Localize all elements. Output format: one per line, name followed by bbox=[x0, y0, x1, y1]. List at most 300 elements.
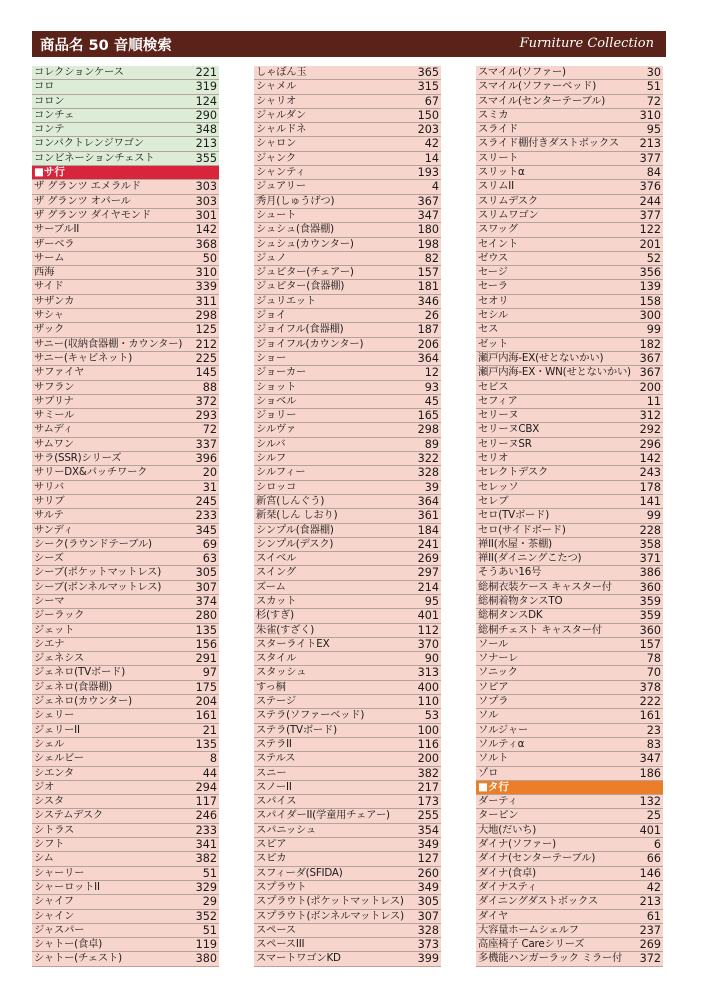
section-heading-label: ■タ行 bbox=[478, 780, 509, 793]
page-number: 97 bbox=[202, 666, 217, 680]
product-name: スライド bbox=[478, 123, 519, 136]
page-number: 88 bbox=[202, 380, 217, 394]
page-number: 180 bbox=[417, 223, 439, 237]
product-name: スピア bbox=[256, 838, 287, 851]
index-row bbox=[32, 781, 219, 795]
product-name: ソルティα bbox=[478, 737, 525, 750]
index-row bbox=[476, 867, 663, 881]
product-name: セレッソ bbox=[478, 480, 519, 493]
page-number: 349 bbox=[417, 880, 439, 894]
product-name: スタッシュ bbox=[256, 666, 307, 679]
product-name: ソナーレ bbox=[478, 652, 519, 665]
product-name: スマイル(ソファーベッド) bbox=[478, 80, 597, 93]
product-name: ジェリーII bbox=[34, 723, 80, 736]
index-row bbox=[476, 366, 663, 380]
index-row bbox=[476, 538, 663, 552]
page-number: 158 bbox=[639, 294, 661, 308]
page-number: 23 bbox=[646, 723, 661, 737]
index-row bbox=[32, 366, 219, 380]
product-name: スリート bbox=[478, 151, 519, 164]
index-row bbox=[32, 538, 219, 552]
page-number: 290 bbox=[195, 108, 217, 122]
page-number: 356 bbox=[639, 266, 661, 280]
product-name: サムディ bbox=[34, 423, 73, 436]
page-number: 371 bbox=[639, 552, 661, 566]
index-row bbox=[254, 495, 441, 509]
page-number: 310 bbox=[195, 266, 217, 280]
page-number: 4 bbox=[431, 180, 439, 194]
product-name: 総桐チェスト キャスター付 bbox=[478, 623, 602, 636]
index-row bbox=[32, 867, 219, 881]
product-name: ジャンク bbox=[256, 151, 296, 164]
product-name: シャイン bbox=[34, 909, 75, 922]
index-row bbox=[254, 509, 441, 523]
product-name: 新栞(しん しおり) bbox=[256, 509, 338, 522]
product-name: シエナ bbox=[34, 637, 65, 650]
index-row bbox=[254, 938, 441, 952]
product-name: セロ(サイドボード) bbox=[478, 523, 566, 536]
page-number: 346 bbox=[417, 294, 439, 308]
page-number: 26 bbox=[424, 309, 439, 323]
product-name: ジャスパー bbox=[34, 923, 85, 936]
product-name: セーラ bbox=[478, 280, 508, 293]
index-row bbox=[254, 123, 441, 137]
product-name: セリオ bbox=[478, 452, 509, 465]
product-name: スイング bbox=[256, 566, 296, 579]
index-row bbox=[254, 280, 441, 294]
index-row bbox=[32, 838, 219, 852]
index-row bbox=[476, 438, 663, 452]
product-name: セージ bbox=[478, 266, 508, 279]
product-name: ジョイ bbox=[256, 309, 287, 322]
product-name: シルヴァ bbox=[256, 423, 297, 436]
product-name: ダイナ(ソファー) bbox=[478, 838, 556, 851]
product-name: シンプル(デスク) bbox=[256, 537, 334, 550]
product-name: シャトー(チェスト) bbox=[34, 952, 122, 965]
product-name: 杉(すぎ) bbox=[256, 609, 294, 622]
product-name: 瀬戸内海-EX・WN(せとないかい) bbox=[478, 366, 631, 379]
index-row bbox=[32, 395, 219, 409]
index-column-2 bbox=[254, 66, 441, 967]
index-row bbox=[254, 366, 441, 380]
product-name: シーマ bbox=[34, 594, 65, 607]
index-row bbox=[32, 280, 219, 294]
page-number: 297 bbox=[417, 566, 439, 580]
product-name: すっ桐 bbox=[256, 680, 286, 693]
index-row bbox=[254, 666, 441, 680]
page-number: 124 bbox=[195, 94, 217, 108]
product-name: セイント bbox=[478, 237, 519, 250]
product-name: ソプラ bbox=[478, 695, 509, 708]
index-row bbox=[254, 223, 441, 237]
page-number: 319 bbox=[195, 80, 217, 94]
product-name: ジュノ bbox=[256, 251, 287, 264]
index-row bbox=[254, 252, 441, 266]
page-number: 222 bbox=[639, 695, 661, 709]
index-row bbox=[476, 552, 663, 566]
page-number: 110 bbox=[417, 695, 439, 709]
page-number: 83 bbox=[646, 737, 661, 751]
page-number: 51 bbox=[202, 866, 217, 880]
index-row bbox=[32, 695, 219, 709]
index-row bbox=[254, 681, 441, 695]
page-number: 30 bbox=[646, 66, 661, 79]
index-row bbox=[476, 795, 663, 809]
index-row bbox=[476, 466, 663, 480]
product-name: 高座椅子 Careシリーズ bbox=[478, 938, 585, 951]
page-number: 347 bbox=[417, 208, 439, 222]
page-number: 53 bbox=[424, 709, 439, 723]
index-row bbox=[476, 581, 663, 595]
page-number: 135 bbox=[195, 623, 217, 637]
product-name: シャリオ bbox=[256, 94, 297, 107]
index-column-3 bbox=[476, 66, 663, 967]
page-number: 89 bbox=[424, 437, 439, 451]
index-row bbox=[254, 66, 441, 80]
page-number: 296 bbox=[639, 437, 661, 451]
product-name: ダイヤ bbox=[478, 909, 509, 922]
index-row bbox=[254, 195, 441, 209]
product-name: 新宮(しんぐう) bbox=[256, 494, 325, 507]
index-row bbox=[32, 95, 219, 109]
page-number: 386 bbox=[639, 566, 661, 580]
index-row bbox=[32, 809, 219, 823]
page-number: 141 bbox=[639, 494, 661, 508]
index-row bbox=[476, 938, 663, 952]
product-name: スプラウト(ボンネルマットレス) bbox=[256, 909, 404, 922]
index-row bbox=[476, 881, 663, 895]
page-number: 313 bbox=[417, 666, 439, 680]
page-number: 11 bbox=[646, 394, 661, 408]
product-name: 西海 bbox=[34, 266, 55, 279]
index-row bbox=[32, 137, 219, 151]
product-name: ダーティ bbox=[478, 795, 518, 808]
index-row bbox=[476, 838, 663, 852]
page-number: 329 bbox=[195, 880, 217, 894]
index-row bbox=[32, 109, 219, 123]
index-row bbox=[32, 309, 219, 323]
page-number: 359 bbox=[639, 609, 661, 623]
product-name: ステルス bbox=[256, 752, 296, 765]
product-name: ステラ(TVボード) bbox=[256, 723, 337, 736]
index-row bbox=[32, 952, 219, 966]
index-row bbox=[476, 566, 663, 580]
index-row bbox=[476, 609, 663, 623]
index-row bbox=[32, 123, 219, 137]
index-row bbox=[476, 180, 663, 194]
product-name: スプラウト(ポケットマットレス) bbox=[256, 895, 404, 908]
page-number: 72 bbox=[202, 423, 217, 437]
product-name: 瀬戸内海-EX(せとないかい) bbox=[478, 351, 604, 364]
page-number: 293 bbox=[195, 409, 217, 423]
index-row bbox=[476, 910, 663, 924]
product-name: スニー bbox=[256, 766, 287, 779]
page-number: 255 bbox=[417, 809, 439, 823]
product-name: ソニック bbox=[478, 666, 518, 679]
product-name: 総桐衣装ケース キャスター付 bbox=[478, 580, 612, 593]
index-row bbox=[254, 624, 441, 638]
product-name: ショー bbox=[256, 351, 287, 364]
page-number: 382 bbox=[195, 852, 217, 866]
product-name: サブリナ bbox=[34, 394, 74, 407]
product-name: コレクションケース bbox=[34, 66, 124, 78]
product-name: シャトー(食卓) bbox=[34, 938, 103, 951]
page-number: 150 bbox=[417, 108, 439, 122]
product-name: セフィア bbox=[478, 394, 518, 407]
page-number: 119 bbox=[195, 938, 217, 952]
page-number: 99 bbox=[646, 323, 661, 337]
page-number: 184 bbox=[417, 523, 439, 537]
page-number: 368 bbox=[195, 237, 217, 251]
page-number: 52 bbox=[646, 251, 661, 265]
product-name: スペースIII bbox=[256, 938, 305, 951]
page-number: 245 bbox=[195, 494, 217, 508]
index-row bbox=[476, 137, 663, 151]
product-name: セス bbox=[478, 323, 499, 336]
index-row bbox=[254, 924, 441, 938]
index-row bbox=[476, 223, 663, 237]
index-row bbox=[476, 395, 663, 409]
product-name: サーブルII bbox=[34, 223, 80, 236]
index-row bbox=[254, 895, 441, 909]
product-name: シーズ bbox=[34, 552, 64, 565]
index-row bbox=[254, 867, 441, 881]
product-name: サミール bbox=[34, 409, 75, 422]
product-name: サイド bbox=[34, 280, 64, 293]
product-name: ダイニングダストボックス bbox=[478, 895, 599, 908]
page-number: 401 bbox=[417, 609, 439, 623]
page-number: 51 bbox=[646, 80, 661, 94]
index-row bbox=[254, 338, 441, 352]
index-row bbox=[32, 924, 219, 938]
product-name: サシャ bbox=[34, 309, 64, 322]
index-row bbox=[254, 767, 441, 781]
index-row bbox=[254, 795, 441, 809]
index-row bbox=[476, 66, 663, 80]
product-name: ジュピター(チェアー) bbox=[256, 266, 354, 279]
page-number: 112 bbox=[417, 623, 439, 637]
product-name: シーク(ラウンドテーブル) bbox=[34, 537, 152, 550]
page-number: 157 bbox=[417, 266, 439, 280]
page-number: 93 bbox=[424, 380, 439, 394]
product-name: スライド棚付きダストボックス bbox=[478, 137, 619, 150]
product-name: スパイス bbox=[256, 795, 297, 808]
page-number: 161 bbox=[639, 709, 661, 723]
product-name: ショベル bbox=[256, 394, 297, 407]
index-row bbox=[254, 180, 441, 194]
page-number: 203 bbox=[417, 123, 439, 137]
index-row bbox=[32, 152, 219, 166]
index-row bbox=[254, 724, 441, 738]
index-row bbox=[476, 852, 663, 866]
index-row bbox=[32, 552, 219, 566]
index-row bbox=[254, 824, 441, 838]
page-number: 292 bbox=[639, 423, 661, 437]
product-name: 禅II(水屋・茶棚) bbox=[478, 537, 552, 550]
index-row bbox=[254, 423, 441, 437]
page-number: 310 bbox=[639, 108, 661, 122]
page-number: 125 bbox=[195, 323, 217, 337]
page-number: 243 bbox=[639, 466, 661, 480]
page-number: 269 bbox=[639, 938, 661, 952]
page-number: 204 bbox=[195, 695, 217, 709]
page-number: 241 bbox=[417, 537, 439, 551]
index-row bbox=[32, 195, 219, 209]
product-name: シャメル bbox=[256, 80, 297, 93]
product-name: スリムII bbox=[478, 180, 514, 193]
product-name: 総桐タンスDK bbox=[478, 609, 543, 622]
index-row bbox=[476, 423, 663, 437]
product-name: ジェネロ(カウンター) bbox=[34, 695, 132, 708]
index-row bbox=[32, 524, 219, 538]
index-row bbox=[254, 910, 441, 924]
page-number: 396 bbox=[195, 452, 217, 466]
product-name: シスタ bbox=[34, 795, 64, 808]
page-number: 364 bbox=[417, 494, 439, 508]
index-row bbox=[254, 752, 441, 766]
product-name: セリーヌ bbox=[478, 409, 519, 422]
index-row bbox=[476, 495, 663, 509]
product-name: シーブ(ポケットマットレス) bbox=[34, 566, 162, 579]
product-name: サンディ bbox=[34, 523, 74, 536]
page-number: 339 bbox=[195, 280, 217, 294]
product-name: 多機能ハンガーラック ミラー付 bbox=[478, 952, 623, 965]
page-number: 212 bbox=[195, 337, 217, 351]
product-name: セビス bbox=[478, 380, 509, 393]
page-number: 50 bbox=[202, 251, 217, 265]
index-row bbox=[476, 666, 663, 680]
page-number: 372 bbox=[195, 394, 217, 408]
page-number: 345 bbox=[195, 523, 217, 537]
product-name: ソル bbox=[478, 709, 499, 722]
product-name: スマートワゴンKD bbox=[256, 952, 341, 965]
page-number: 45 bbox=[424, 394, 439, 408]
index-row bbox=[32, 338, 219, 352]
page-number: 42 bbox=[424, 137, 439, 151]
index-row bbox=[476, 752, 663, 766]
index-row bbox=[476, 352, 663, 366]
product-name: ジョイフル(食器棚) bbox=[256, 323, 344, 336]
page-title: 商品名 50 音順検索 bbox=[40, 38, 172, 54]
index-row bbox=[254, 695, 441, 709]
product-name: スフィーダ(SFIDA) bbox=[256, 866, 343, 879]
product-name: シュート bbox=[256, 208, 297, 221]
product-name: サラ(SSR)シリーズ bbox=[34, 452, 122, 465]
product-name: 秀月(しゅうげつ) bbox=[256, 194, 335, 207]
index-row bbox=[476, 524, 663, 538]
index-row bbox=[476, 638, 663, 652]
page-number: 182 bbox=[639, 337, 661, 351]
product-name: ソルジャー bbox=[478, 723, 529, 736]
product-name: スマイル(センターテーブル) bbox=[478, 94, 606, 107]
product-name: ジュリエット bbox=[256, 294, 316, 307]
product-name: サムワン bbox=[34, 437, 74, 450]
page-number: 173 bbox=[417, 795, 439, 809]
index-row bbox=[476, 709, 663, 723]
product-name: ジュアリー bbox=[256, 180, 306, 193]
index-row bbox=[254, 781, 441, 795]
page-number: 181 bbox=[417, 280, 439, 294]
page-number: 178 bbox=[639, 480, 661, 494]
page-number: 146 bbox=[639, 866, 661, 880]
page-number: 300 bbox=[639, 309, 661, 323]
page-number: 347 bbox=[639, 752, 661, 766]
index-row bbox=[32, 910, 219, 924]
product-name: ザ グランツ オパール bbox=[34, 194, 131, 207]
page-number: 337 bbox=[195, 437, 217, 451]
index-row bbox=[32, 609, 219, 623]
product-name: シトラス bbox=[34, 823, 75, 836]
page-number: 39 bbox=[424, 480, 439, 494]
page-header bbox=[32, 31, 666, 57]
product-name: サフラン bbox=[34, 380, 75, 393]
product-name: サリバ bbox=[34, 480, 64, 493]
index-row bbox=[476, 80, 663, 94]
page-number: 20 bbox=[202, 466, 217, 480]
page-number: 217 bbox=[417, 780, 439, 794]
page-number: 364 bbox=[417, 351, 439, 365]
page-number: 66 bbox=[646, 852, 661, 866]
product-name: シーブ(ボンネルマットレス) bbox=[34, 580, 162, 593]
page-number: 70 bbox=[646, 666, 661, 680]
product-name: セレクトデスク bbox=[478, 466, 549, 479]
page-number: 365 bbox=[417, 66, 439, 79]
page-number: 8 bbox=[209, 752, 217, 766]
page-number: 12 bbox=[424, 366, 439, 380]
index-row bbox=[254, 352, 441, 366]
index-row bbox=[476, 738, 663, 752]
page-number: 246 bbox=[195, 809, 217, 823]
product-name: ジョリー bbox=[256, 409, 297, 422]
index-row bbox=[32, 681, 219, 695]
index-row bbox=[32, 738, 219, 752]
index-row bbox=[476, 724, 663, 738]
product-name: サニー(キャビネット) bbox=[34, 351, 133, 364]
index-row bbox=[476, 295, 663, 309]
index-row bbox=[476, 824, 663, 838]
product-name: シエンタ bbox=[34, 766, 74, 779]
product-name: シェルビー bbox=[34, 752, 84, 765]
index-row bbox=[254, 152, 441, 166]
page-number: 303 bbox=[195, 180, 217, 194]
index-row bbox=[254, 581, 441, 595]
page-number: 341 bbox=[195, 838, 217, 852]
index-row bbox=[32, 266, 219, 280]
product-name: セシル bbox=[478, 309, 509, 322]
page-number: 322 bbox=[417, 452, 439, 466]
index-row bbox=[476, 452, 663, 466]
index-row bbox=[476, 95, 663, 109]
index-row bbox=[476, 409, 663, 423]
product-name: シャーロットII bbox=[34, 880, 100, 893]
product-name: サファイヤ bbox=[34, 366, 85, 379]
product-name: サニー(収納食器棚・カウンター) bbox=[34, 337, 183, 350]
index-row bbox=[254, 452, 441, 466]
product-name: 総桐着物タンスTO bbox=[478, 594, 563, 607]
product-name: シンプル(食器棚) bbox=[256, 523, 334, 536]
page-number: 200 bbox=[639, 380, 661, 394]
page-number: 367 bbox=[639, 351, 661, 365]
index-row bbox=[254, 852, 441, 866]
page-number: 127 bbox=[417, 852, 439, 866]
page-number: 237 bbox=[639, 923, 661, 937]
index-row bbox=[254, 266, 441, 280]
page-number: 348 bbox=[195, 123, 217, 137]
page-number: 367 bbox=[417, 194, 439, 208]
product-name: スパイダーII(学童用チェアー) bbox=[256, 809, 390, 822]
index-row bbox=[254, 566, 441, 580]
page-number: 51 bbox=[202, 923, 217, 937]
